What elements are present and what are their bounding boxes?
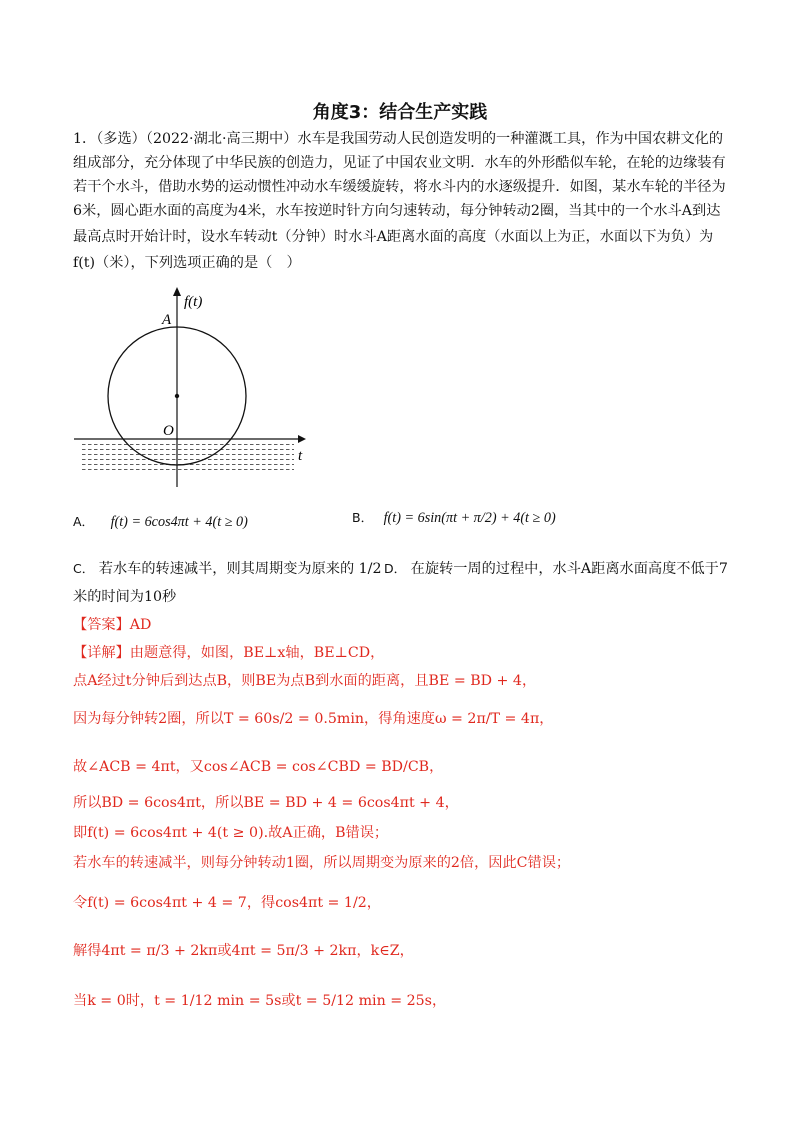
y-axis-arrow-icon — [173, 287, 181, 296]
option-b-label: B． — [352, 510, 374, 525]
detail-label: 【详解】 — [73, 645, 130, 661]
option-d-text: 在旋转一周的过程中，水斗A距离水面高度不低于7 — [410, 561, 728, 577]
x-axis-label: t — [298, 448, 303, 464]
detail-line: 令f(t) = 6cos4πt + 4 = 7，得cos4πt = 1/2， — [73, 895, 381, 911]
option-c-text: 若水车的转速减半，则其周期变为原来的 1/2 — [98, 561, 382, 577]
option-a-text: f(t) = 6cos4πt + 4(t ≥ 0) — [110, 514, 248, 530]
detail-line: 故∠ACB = 4πt，又cos∠ACB = cos∠CBD = BD/CB， — [73, 759, 444, 775]
page-title: 角度3：结合生产实践 — [312, 102, 488, 123]
question-line: f(t)（米），下列选项正确的是（ ） — [73, 255, 301, 271]
option-c — [73, 558, 381, 578]
option-b — [352, 508, 556, 527]
detail-line-text: 由题意得，如图，BE⊥x轴，BE⊥CD， — [129, 645, 385, 661]
option-a-label: A． — [73, 514, 95, 529]
wheel-center-dot — [175, 394, 179, 398]
option-d — [384, 558, 728, 578]
question-line: 若干个水斗，借助水势的运动惯性冲动水车缓缓旋转，将水斗内的水逐级提升．如图，某水车轮的半径为 — [73, 179, 726, 195]
detail-line — [73, 642, 384, 662]
question-line: 组成部分，充分体现了中华民族的创造力，见证了中国农业文明．水车的外形酷似车轮，在轮的边缘装有 — [73, 155, 726, 171]
option-a — [73, 512, 248, 531]
detail-line: 点A经过t分钟后到达点B，则BE为点B到水面的距离，且BE = BD + 4， — [73, 673, 537, 689]
water-wheel-figure — [70, 282, 310, 492]
point-a-label: A — [162, 312, 172, 328]
option-d-continued: 米的时间为10秒 — [73, 589, 177, 605]
origin-label: O — [163, 423, 174, 439]
option-c-label: C． — [73, 561, 95, 576]
y-axis-label: f(t) — [184, 294, 203, 310]
question-line: 最高点时开始计时，设水车转动t（分钟）时水斗A距离水面的高度（水面以上为正，水面以下为负）为 — [73, 229, 714, 245]
detail-line: 若水车的转速减半，则每分钟转动1圈，所以周期变为原来的2倍，因此C错误； — [73, 855, 571, 871]
answer-line — [73, 614, 151, 634]
question-line: 6米，圆心距水面的高度为4米，水车按逆时针方向匀速转动，每分钟转动2圈，当其中的一个水斗A到达 — [73, 203, 721, 219]
detail-line: 即f(t) = 6cos4πt + 4(t ≥ 0).故A正确，B错误； — [73, 825, 389, 841]
water-surface — [82, 440, 294, 472]
answer-label: 【答案】 — [73, 617, 130, 633]
question-line: 1．（多选）（2022·湖北·高三期中）水车是我国劳动人民创造发明的一种灌溉工具，作为中国农耕文化的 — [73, 131, 724, 147]
detail-line: 因为每分钟转2圈，所以T = 60s/2 = 0.5min，得角速度ω = 2π/T = 4π， — [73, 711, 554, 727]
answer-value: AD — [129, 617, 152, 633]
option-b-text: f(t) = 6sin(πt + π/2) + 4(t ≥ 0) — [383, 510, 556, 526]
x-axis-arrow-icon — [298, 435, 306, 443]
detail-line: 当k = 0时，t = 1/12 min = 5s或t = 5/12 min = 25s， — [73, 993, 447, 1009]
detail-line: 解得4πt = π/3 + 2kπ或4πt = 5π/3 + 2kπ，k∈Z， — [73, 943, 414, 959]
detail-line: 所以BD = 6cos4πt，所以BE = BD + 4 = 6cos4πt + 4， — [73, 795, 459, 811]
option-d-label: D． — [384, 561, 407, 576]
